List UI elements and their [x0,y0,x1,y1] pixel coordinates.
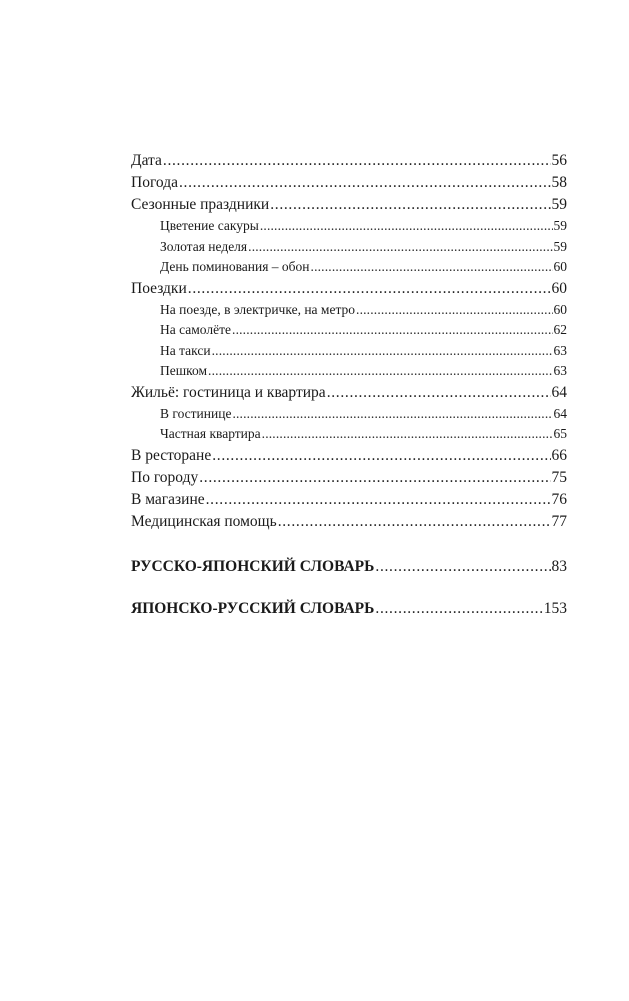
toc-entry-page: 56 [551,152,567,169]
toc-entry-page: 65 [553,426,567,441]
toc-entry-page: 66 [551,446,567,464]
toc-entry-page: 58 [551,174,567,191]
toc-entry-page: 64 [551,383,567,401]
dot-leader [232,404,552,425]
toc-entry-date [131,150,567,172]
toc-subentry-apartment [131,424,567,445]
toc-section-ru-jp-dictionary [131,556,567,578]
toc-subentry-hotel [131,404,567,425]
toc-entry-label: На самолёте [160,322,232,337]
toc-entry-page: 63 [553,342,567,358]
toc-entry-label: На поезде, в электричке, на метро [160,301,356,317]
dot-leader [212,445,550,467]
toc-entry-page: 60 [553,301,567,317]
toc-subentry-obon [131,257,567,278]
dot-leader [270,194,550,216]
table-of-contents [131,150,567,620]
toc-entry-label: В ресторане [131,446,212,464]
toc-entry-shop [131,489,567,511]
toc-section-label: РУССКО-ЯПОНСКИЙ СЛОВАРЬ [131,557,375,575]
toc-entry-label: На такси [160,342,211,358]
toc-entry-page: 62 [553,322,567,337]
toc-entry-page: 59 [553,238,567,254]
dot-leader [206,489,551,511]
dot-leader [311,257,553,278]
toc-entry-label: Медицинская помощь [131,512,277,530]
dot-leader [375,598,542,620]
toc-entry-page: 76 [551,490,567,508]
toc-entry-weather [131,172,567,194]
dot-leader [212,341,553,362]
dot-leader [262,424,553,445]
dot-leader [179,172,551,194]
toc-entry-label: Сезонные праздники [131,196,270,213]
spacer [131,533,567,556]
toc-entry-label: В гостинице [160,405,232,421]
toc-entry-trips [131,278,567,300]
dot-leader [327,382,551,404]
toc-section-page: 83 [551,557,567,575]
toc-section-label: ЯПОНСКО-РУССКИЙ СЛОВАРЬ [131,599,375,617]
dot-leader [278,511,551,533]
dot-leader [163,150,551,172]
toc-entry-label: День поминования – обон [160,259,310,274]
toc-section-jp-ru-dictionary [131,598,567,620]
toc-entry-seasonal-holidays [131,194,567,216]
dot-leader [356,300,552,321]
toc-entry-medical [131,511,567,533]
toc-subentry-plane [131,320,567,341]
dot-leader [188,278,551,300]
toc-subentry-sakura [131,216,567,237]
toc-entry-restaurant [131,445,567,467]
toc-entry-page: 60 [553,259,567,274]
spacer [131,578,567,598]
toc-subentry-walking [131,361,567,382]
toc-subentry-golden-week [131,237,567,258]
toc-entry-label: Цветение сакуры [160,218,259,233]
toc-entry-label: По городу [131,468,199,486]
toc-entry-city [131,467,567,489]
toc-entry-page: 59 [551,196,567,213]
toc-entry-page: 60 [551,279,567,297]
toc-entry-label: Золотая неделя [160,238,248,254]
toc-entry-page: 64 [553,405,567,421]
toc-entry-label: Жильё: гостиница и квартира [131,383,326,401]
toc-entry-housing [131,382,567,404]
toc-entry-label: Дата [131,152,162,169]
toc-entry-label: Пешком [160,363,208,378]
dot-leader [232,320,552,341]
toc-subentry-taxi [131,341,567,362]
toc-entry-page: 77 [551,512,567,530]
toc-entry-page: 75 [551,468,567,486]
dot-leader [248,237,552,258]
dot-leader [260,216,553,237]
toc-subentry-train [131,300,567,321]
toc-entry-label: Частная квартира [160,426,261,441]
toc-entry-label: В магазине [131,490,205,508]
toc-entry-page: 59 [553,218,567,233]
toc-section-page: 153 [543,599,567,617]
dot-leader [208,361,552,382]
toc-entry-label: Поездки [131,279,187,297]
toc-entry-label: Погода [131,174,178,191]
toc-entry-page: 63 [553,363,567,378]
dot-leader [199,467,550,489]
dot-leader [375,556,550,578]
